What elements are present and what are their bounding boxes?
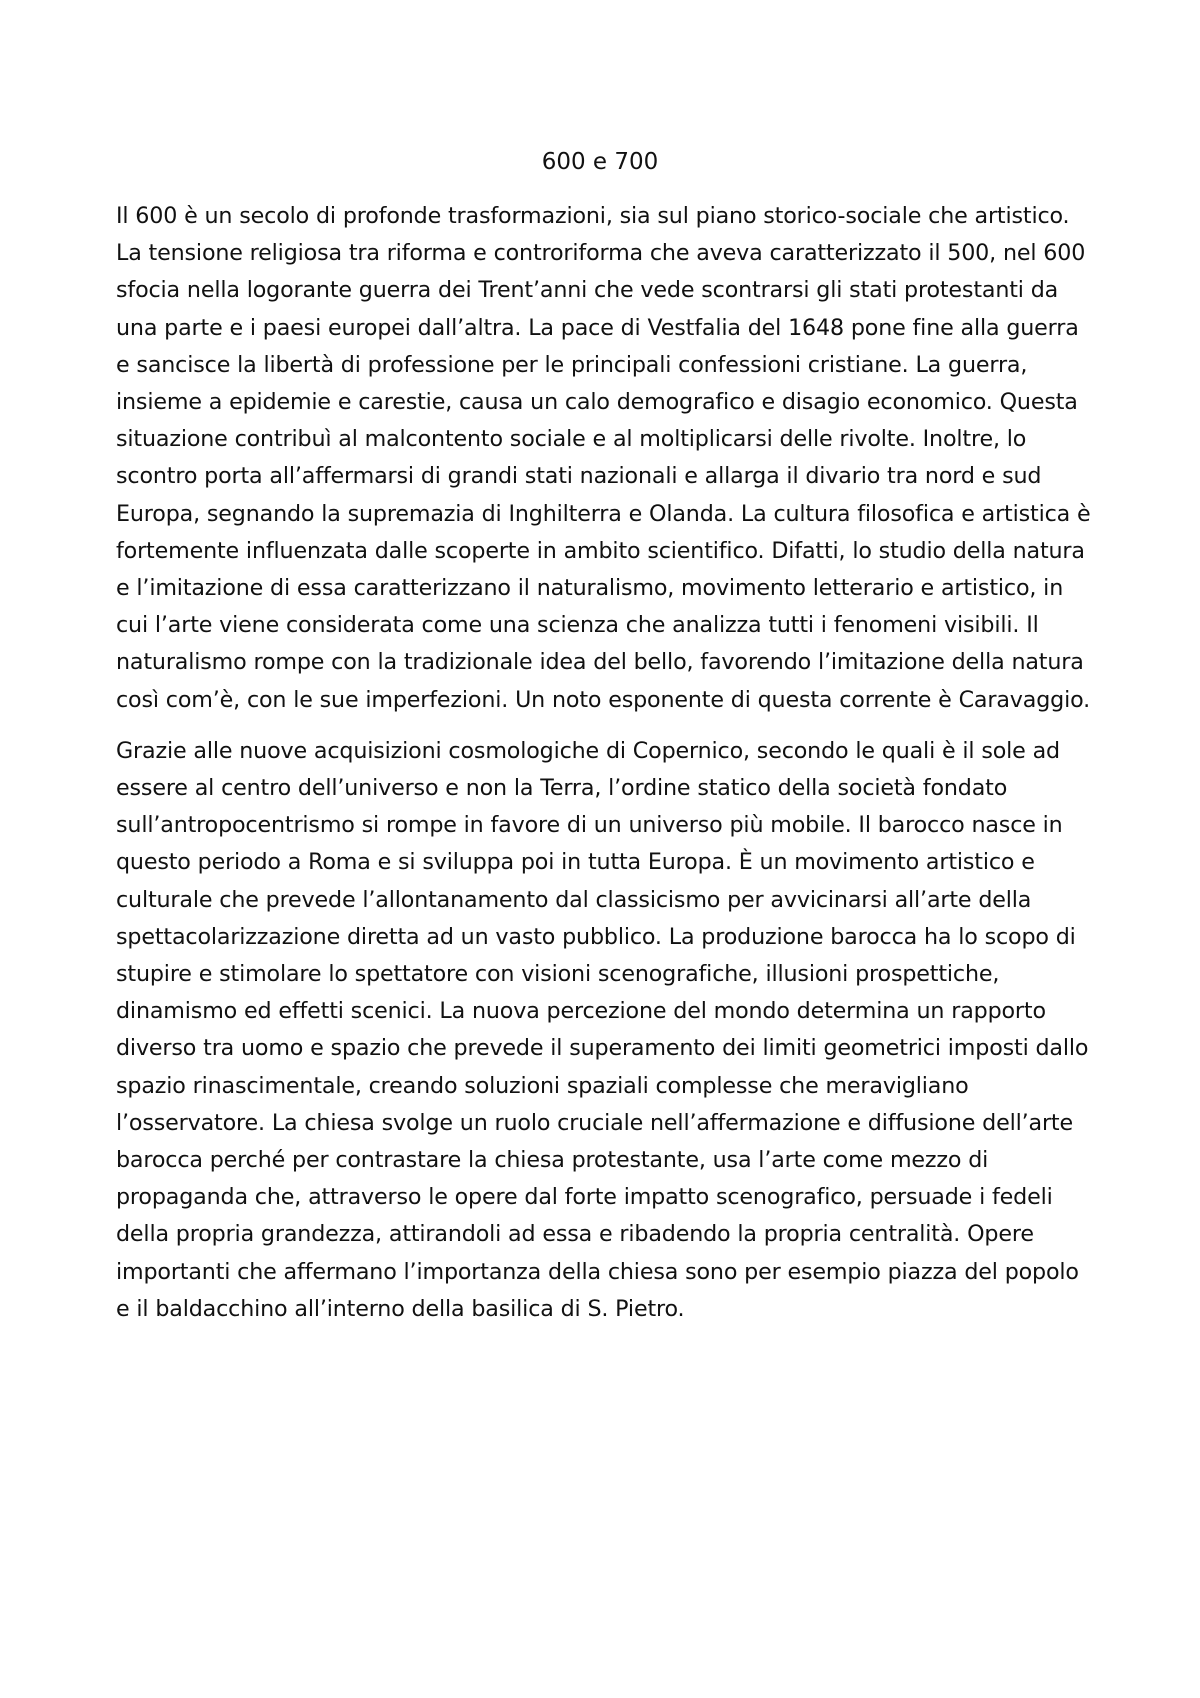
paragraph-barocco: Grazie alle nuove acquisizioni cosmologiche di Copernico, secondo le quali è il sole ad essere al centro dell’universo e non la Terra, l’ordine statico della società fondato sull’antropocentrismo si rompe in favore di un universo più mobile. Il barocco nasce in questo periodo a Roma e si sviluppa poi in tutta Europa. È un movimento artistico e culturale che prevede l’allontanamento dal classicismo per avvicinarsi all’arte della spettacolarizzazione diretta ad un vasto pubblico. La produzione barocca ha lo scopo di stupire e stimolare lo spettatore con visioni scenografiche, illusioni prospettiche, dinamismo ed effetti scenici. La nuova percezione del mondo determina un rapporto diverso tra uomo e spazio che prevede il superamento dei limiti geometrici imposti dallo spazio rinascimentale, creando soluzioni spaziali complesse che meravigliano l’osservatore. La chiesa svolge un ruolo cruciale nell’affermazione e diffusione dell’arte barocca perché per contrastare la chiesa protestante, usa l’arte come mezzo di propaganda che, attraverso le opere dal forte impatto scenografico, persuade i fedeli della propria grandezza, attirandoli ad essa e ribadendo la propria centralità. Opere importanti che affermano l’importanza della chiesa sono per esempio piazza del popolo e il baldacchino all’interno della basilica di S. Pietro. <box>116 737 1089 1322</box>
document-title: 600 e 700 <box>541 149 659 175</box>
paragraph-seicento: Il 600 è un secolo di profonde trasformazioni, sia sul piano storico-sociale che artistico. La tensione religiosa tra riforma e controriforma che aveva caratterizzato il 500, nel 600 sfocia nella logorante guerra dei Trent’anni che vede scontrarsi gli stati protestanti da una parte e i paesi europei dall’altra. La pace di Vestfalia del 1648 pone fine alla guerra e sancisce la libertà di professione per le principali confessioni cristiane. La guerra, insieme a epidemie e carestie, causa un calo demografico e disagio economico. Questa situazione contribuì al malcontento sociale e al moltiplicarsi delle rivolte. Inoltre, lo scontro porta all’affermarsi di grandi stati nazionali e allarga il divario tra nord e sud Europa, segnando la supremazia di Inghilterra e Olanda. La cultura filosofica e artistica è fortemente influenzata dalle scoperte in ambito scientifico. Difatti, lo studio della natura e l’imitazione di essa caratterizzano il naturalismo, movimento letterario e artistico, in cui l’arte viene considerata come una scienza che analizza tutti i fenomeni visibili. Il naturalismo rompe con la tradizionale idea del bello, favorendo l’imitazione della natura così com’è, con le sue imperfezioni. Un noto esponente di questa corrente è Caravaggio. <box>116 203 1091 713</box>
document-body <box>116 198 1096 1328</box>
